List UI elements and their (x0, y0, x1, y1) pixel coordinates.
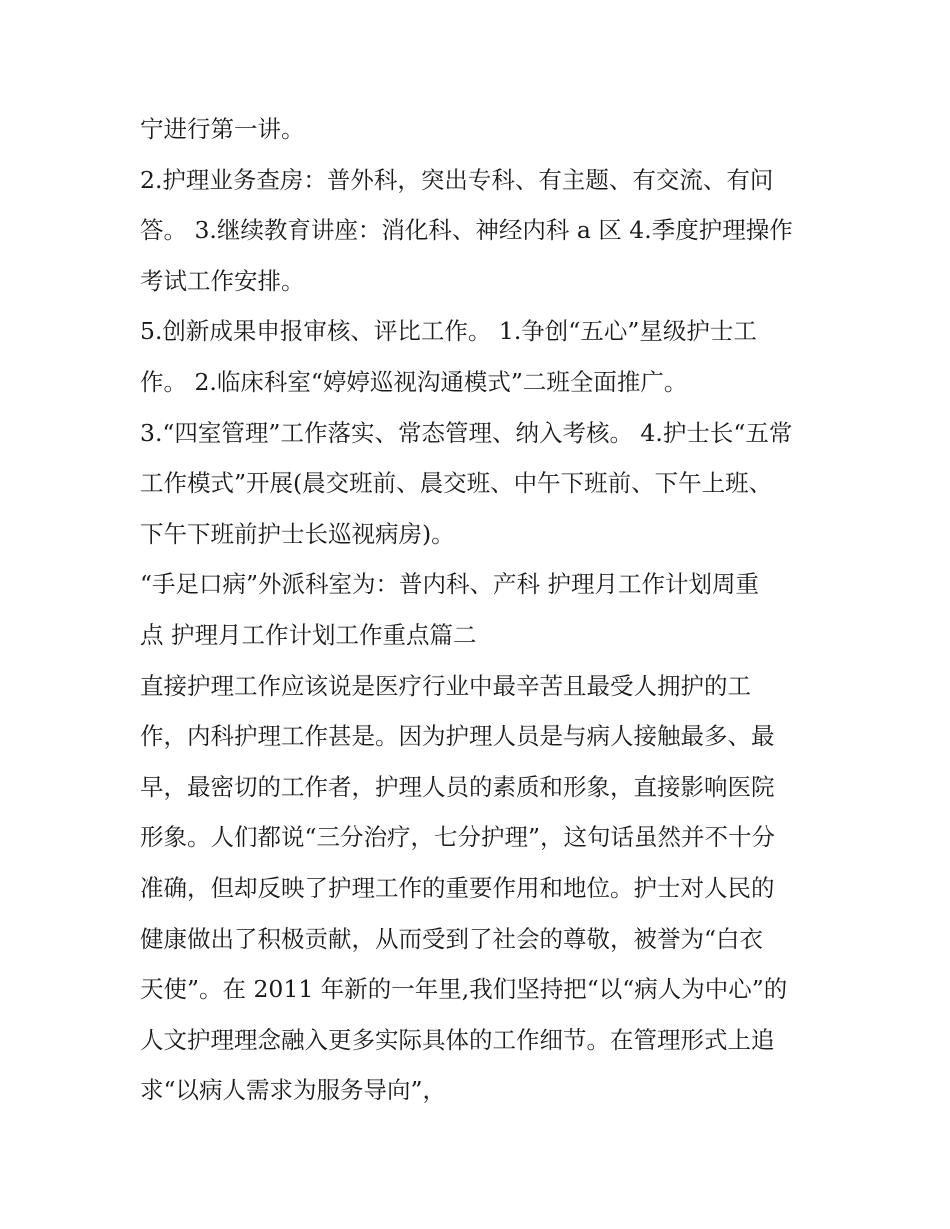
text-line: 3.“四室管理”工作落实、常态管理、纳入考核。 4.护士长“五常 (140, 418, 793, 447)
text-line: 点 护理月工作计划工作重点篇二 (140, 620, 477, 649)
text-line: 求“以病人需求为服务导向”， (140, 1076, 447, 1105)
text-line: 2.护理业务查房：普外科，突出专科、有主题、有交流、有问 (140, 165, 774, 194)
text-line: 工作模式”开展(晨交班前、晨交班、中午下班前、下午上班、 (140, 469, 773, 498)
text-line: 5.创新成果申报审核、评比工作。 1.争创“五心”星级护士工 (140, 317, 757, 346)
text-line: 健康做出了积极贡献，从而受到了社会的尊敬，被誉为“白衣 (140, 924, 764, 953)
body-text (140, 104, 820, 1116)
text-line: 考试工作安排。 (140, 266, 305, 295)
text-line: 下午下班前护士长巡视病房)。 (140, 519, 455, 548)
text-line: 作。 2.临床科室“婷婷巡视沟通模式”二班全面推广。 (140, 367, 688, 396)
text-line: 天使”。在 2011 年新的一年里,我们坚持把“以“病人为中心”的 (140, 975, 788, 1004)
text-line: 形象。人们都说“三分治疗，七分护理”，这句话虽然并不十分 (140, 823, 776, 852)
text-line: “手足口病”外派科室为：普内科、产科 护理月工作计划周重 (140, 570, 759, 599)
text-line: 答。 3.继续教育讲座：消化科、神经内科 a 区 4.季度护理操作 (140, 216, 793, 245)
text-line: 人文护理理念融入更多实际具体的工作细节。在管理形式上追 (140, 1025, 775, 1054)
text-line: 宁进行第一讲。 (140, 115, 305, 143)
text-line: 早，最密切的工作者，护理人员的素质和形象，直接影响医院 (140, 772, 775, 801)
text-line: 准确，但却反映了护理工作的重要作用和地位。护士对人民的 (140, 873, 775, 902)
text-line: 直接护理工作应该说是医疗行业中最辛苦且最受人拥护的工 (140, 671, 751, 700)
text-line: 作，内科护理工作甚是。因为护理人员是与病人接触最多、最 (140, 722, 775, 751)
